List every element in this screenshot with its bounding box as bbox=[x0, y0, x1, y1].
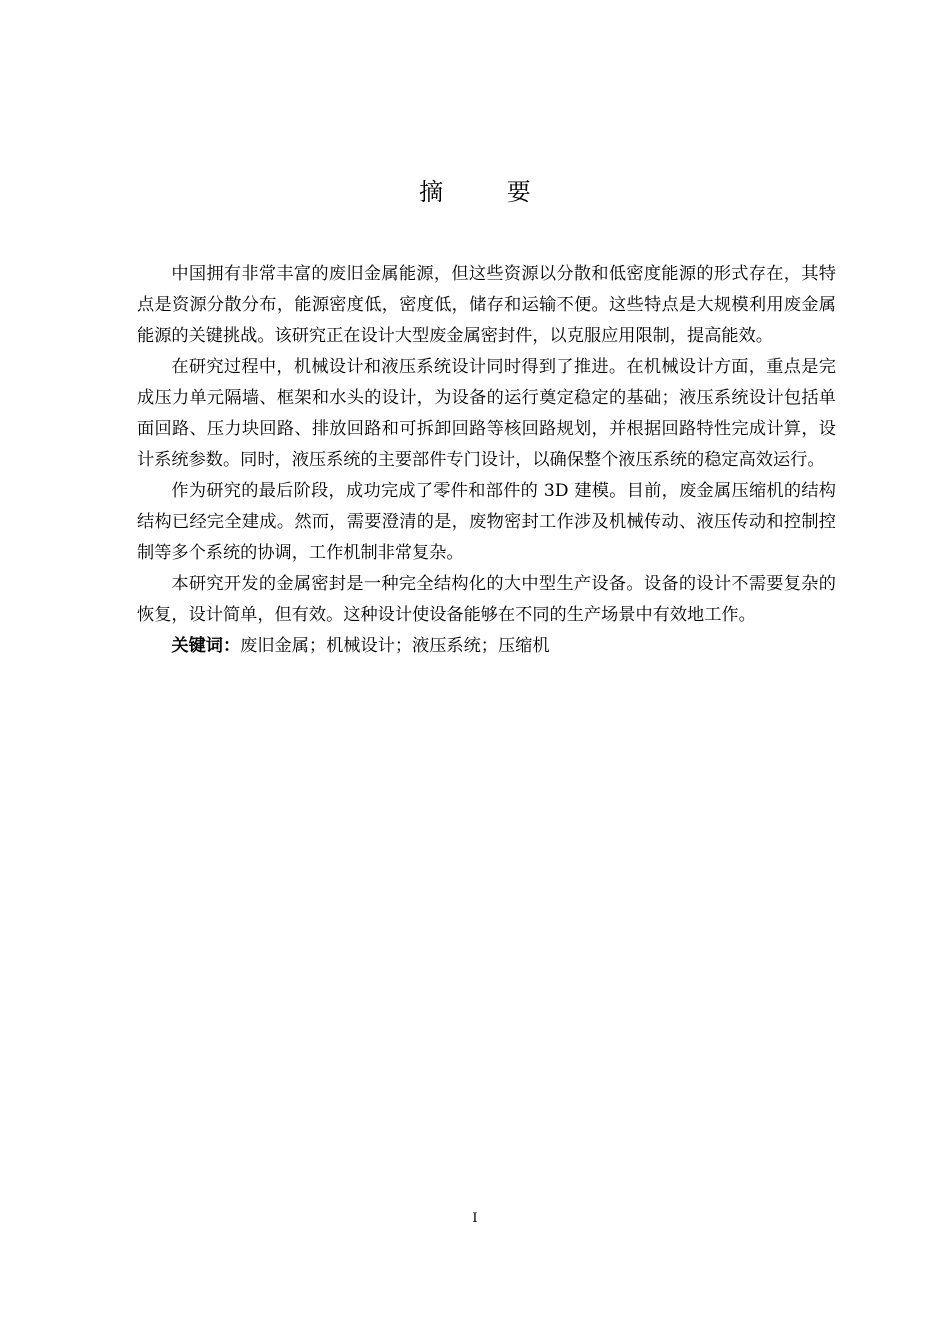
abstract-body bbox=[137, 259, 836, 662]
page-number: I bbox=[472, 1211, 478, 1226]
page-title: 摘 要 bbox=[419, 178, 559, 206]
abstract-paragraph-3: 作为研究的最后阶段，成功完成了零件和部件的 3D 建模。目前，废金属压缩机的结构结构已经完全建成。然而，需要澄清的是，废物密封工作涉及机械传动、液压传动和控制控制等多个系统的协调，工作机制非常复杂。 bbox=[137, 481, 836, 563]
keywords-text: 废旧金属；机械设计；液压系统；压缩机 bbox=[240, 636, 550, 656]
keywords-label: 关键词： bbox=[171, 636, 241, 656]
abstract-paragraph-4: 本研究开发的金属密封是一种完全结构化的大中型生产设备。设备的设计不需要复杂的恢复，设计简单，但有效。这种设计使设备能够在不同的生产场景中有效地工作。 bbox=[137, 574, 836, 625]
abstract-paragraph-1: 中国拥有非常丰富的废旧金属能源，但这些资源以分散和低密度能源的形式存在，其特点是资源分散分布，能源密度低，密度低，储存和运输不便。这些特点是大规模利用废金属能源的关键挑战。该研究正在设计大型废金属密封件，以克服应用限制，提高能效。 bbox=[137, 264, 836, 346]
abstract-paragraph-2: 在研究过程中，机械设计和液压系统设计同时得到了推进。在机械设计方面，重点是完成压力单元隔墙、框架和水头的设计，为设备的运行奠定稳定的基础；液压系统设计包括单面回路、压力块回路、排放回路和可拆卸回路等核回路规划，并根据回路特性完成计算，设计系统参数。同时，液压系统的主要部件专门设计，以确保整个液压系统的稳定高效运行。 bbox=[137, 357, 836, 470]
keywords-line bbox=[137, 631, 836, 662]
